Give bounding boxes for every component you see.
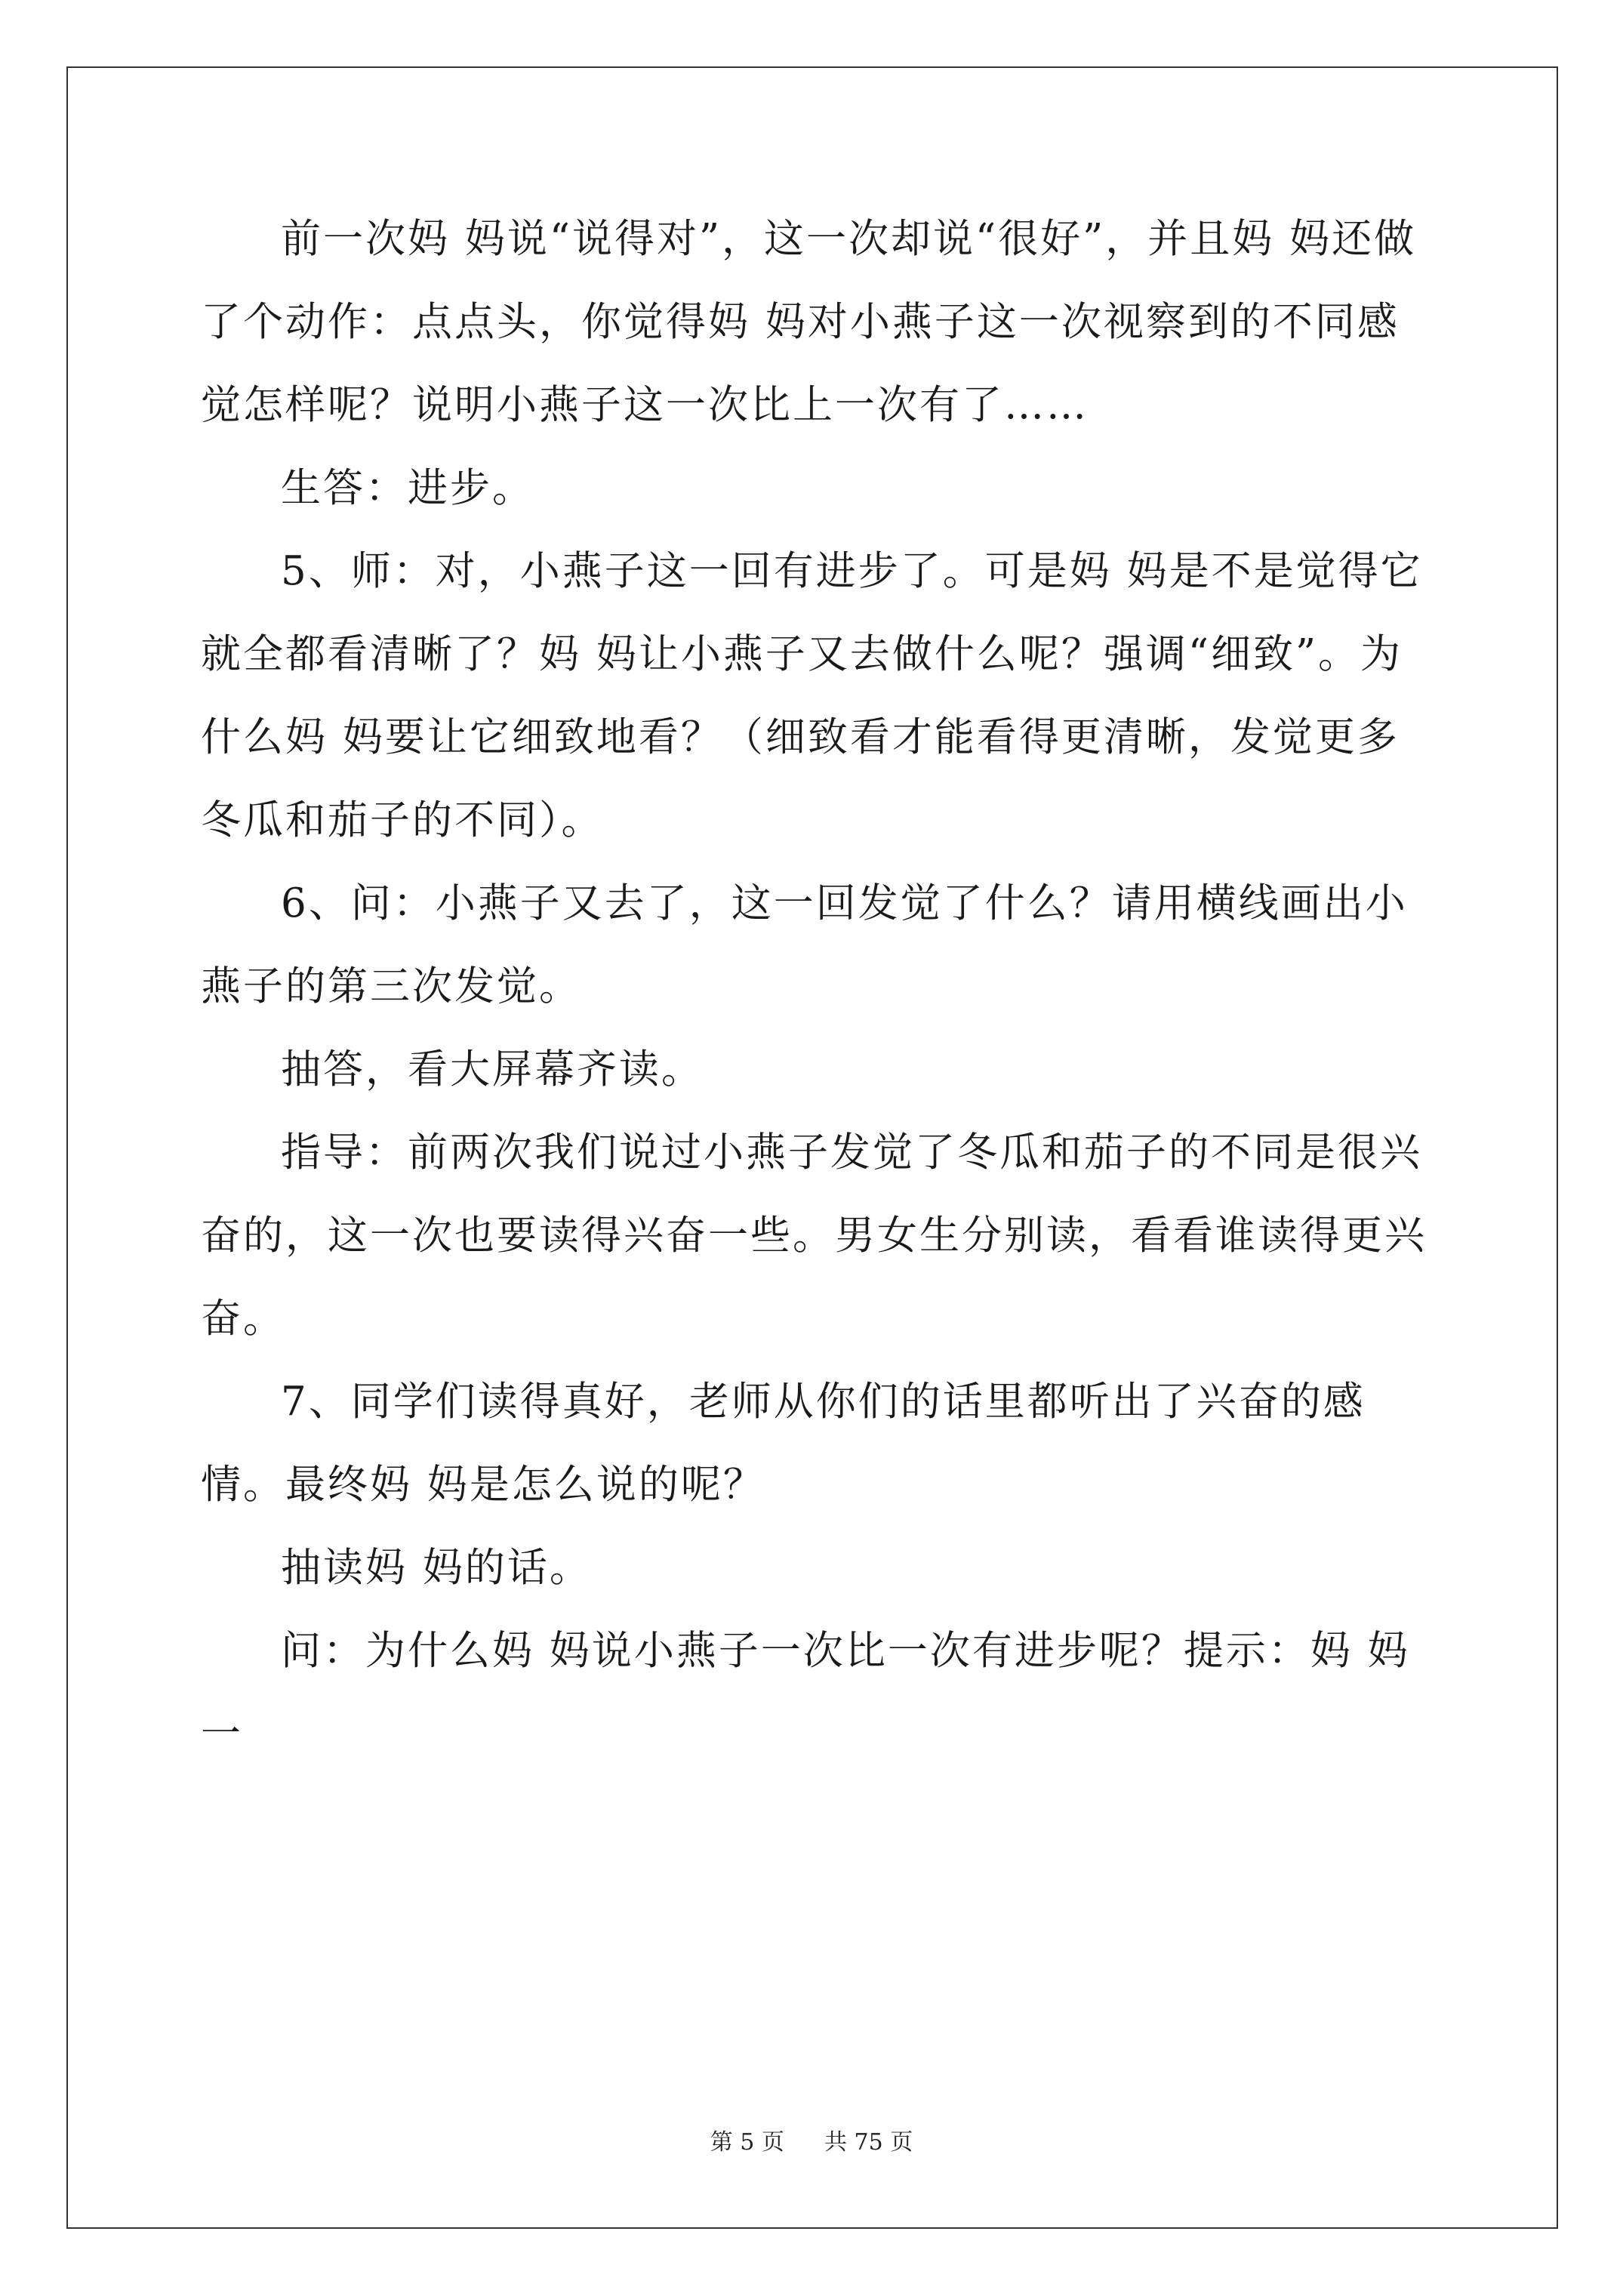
- paragraph: 指导：前两次我们说过小燕子发觉了冬瓜和茄子的不同是很兴奋的，这一次也要读得兴奋一些。男女生分别读，看看谁读得更兴奋。: [201, 1130, 1427, 1342]
- paragraph: 抽读妈 妈的话。: [281, 1545, 592, 1591]
- paragraph: 问：为什么妈 妈说小燕子一次比一次有进步呢？提示：妈 妈一: [201, 1628, 1410, 1757]
- page-number: 第 5 页: [710, 2129, 784, 2156]
- paragraph: 7、同学们读得真好，老师从你们的话里都听出了兴奋的感情。最终妈 妈是怎么说的呢？: [201, 1379, 1366, 1508]
- page-total: 共 75 页: [824, 2129, 913, 2156]
- document-body: [201, 198, 1431, 1776]
- paragraph: 5、师：对，小燕子这一回有进步了。可是妈 妈是不是觉得它就全都看清晰了？妈 妈让小燕子又去做什么呢？强调“细致”。为什么妈 妈要让它细致地看？（细致看才能看得更清晰，发觉更多冬瓜和茄子的不同）。: [201, 548, 1423, 843]
- paragraph: 6、问：小燕子又去了，这一回发觉了什么？请用横线画出小燕子的第三次发觉。: [201, 880, 1408, 1009]
- page-footer: [0, 2128, 1623, 2158]
- paragraph: 生答：进步。: [281, 465, 534, 511]
- paragraph: 抽答，看大屏幕齐读。: [281, 1046, 704, 1093]
- paragraph: 前一次妈 妈说“说得对”，这一次却说“很好”，并且妈 妈还做了个动作：点点头，你觉得妈 妈对小燕子这一次视察到的不同感觉怎样呢？说明小燕子这一次比上一次有了……: [201, 216, 1417, 428]
